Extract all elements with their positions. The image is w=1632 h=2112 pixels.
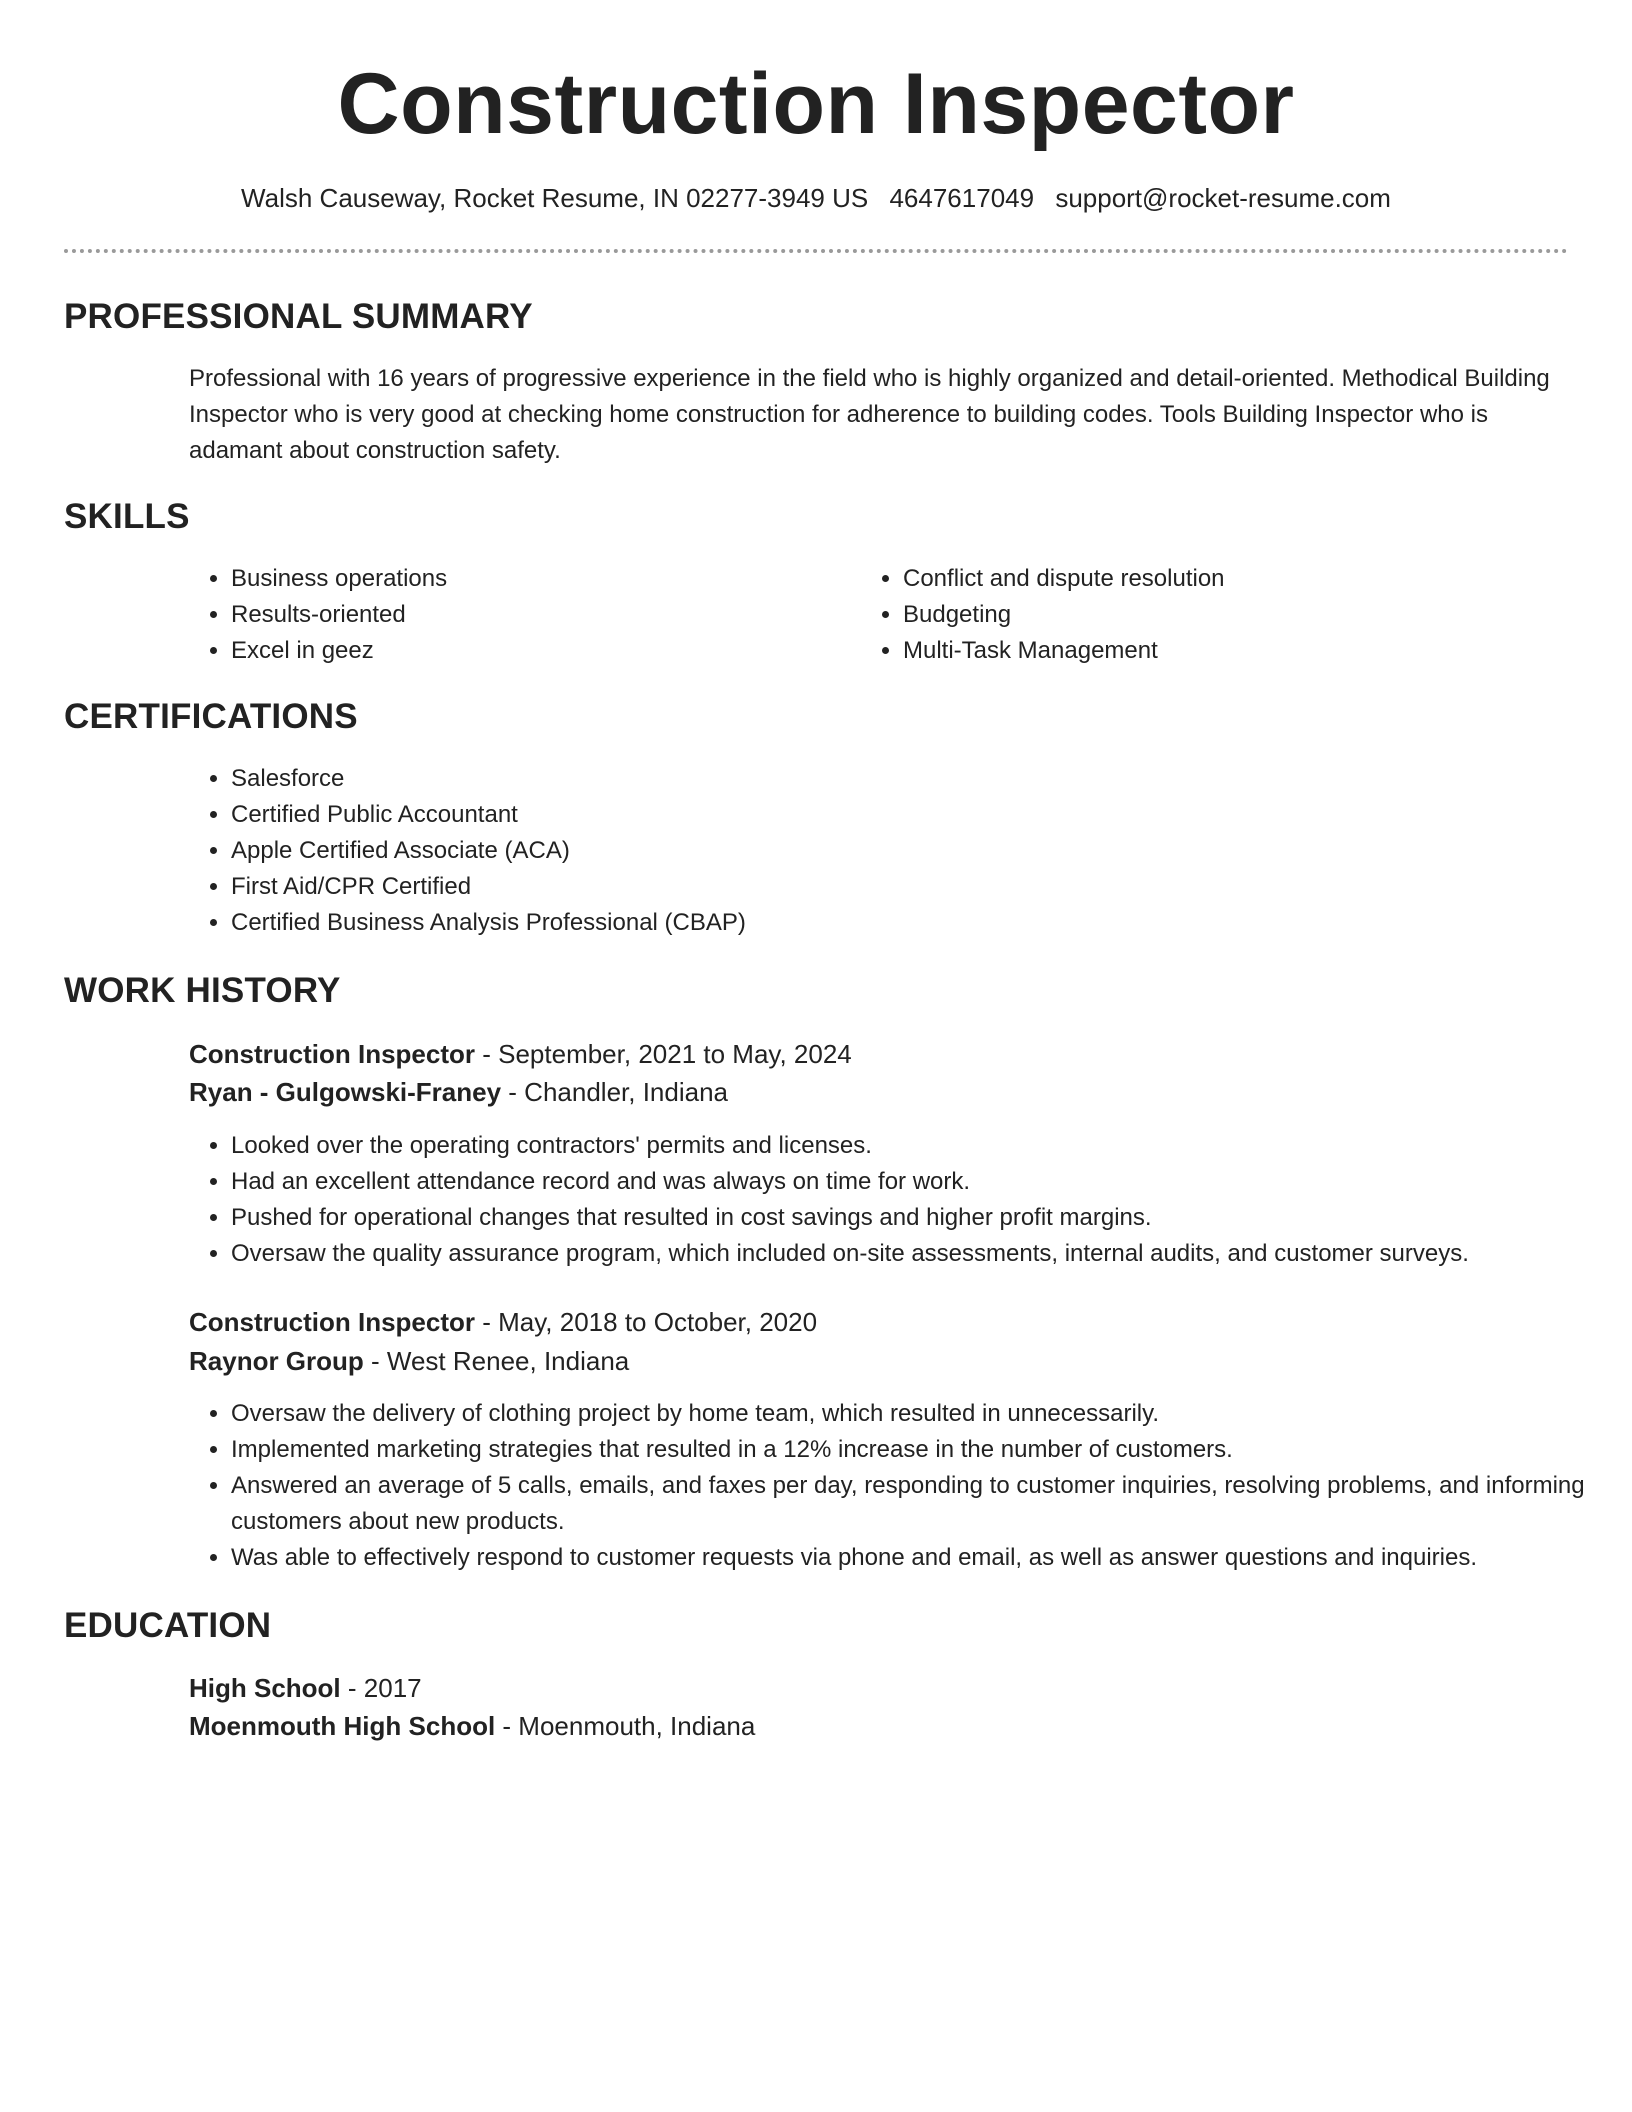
job-company: Ryan - Gulgowski-Franey [189,1077,502,1107]
certification-item: • Apple Certified Associate (ACA) [231,833,1531,869]
job-company-line [189,1074,1568,1110]
job-bullet: • Answered an average of 5 calls, emails, and faxes per day, responding to customer inquiries, resolving problems, and informing customers about new products. [231,1468,1621,1540]
skills-list-right [859,561,1523,669]
job-bullet: • Pushed for operational changes that resulted in cost savings and higher profit margins. [231,1200,1631,1236]
job-company-line [189,1343,1568,1379]
job-title: Construction Inspector [189,1039,476,1069]
job-location: - West Renee, Indiana [363,1346,630,1376]
education-year: - 2017 [340,1673,422,1703]
job-dates: - May, 2018 to October, 2020 [475,1307,818,1337]
job-bullet: • Implemented marketing strategies that resulted in a 12% increase in the number of customers. [231,1432,1621,1468]
job-bullet: • Had an excellent attendance record and was always on time for work. [231,1164,1631,1200]
education-school-line [189,1708,1568,1744]
education-location: - Moenmouth, Indiana [495,1711,756,1741]
job-bullet: • Was able to effectively respond to customer requests via phone and email, as well as answer questions and inquiries. [231,1540,1621,1576]
skill-item: • Business operations [231,561,851,597]
job-title-line [189,1036,1568,1072]
contact-email: support@rocket-resume.com [1055,183,1391,213]
skill-item: • Results-oriented [231,597,851,633]
section-title-summary: PROFESSIONAL SUMMARY [64,297,533,336]
summary-text: Professional with 16 years of progressive experience in the field who is highly organized and detail-oriented. Methodical Building Inspector who is very good at checking home construction for adherence to building codes. Tools Building Inspector who is adamant about construction safety. [189,365,1550,464]
skill-item: • Excel in geez [231,633,851,669]
skills-list-left [187,561,851,669]
job-company: Raynor Group [189,1346,364,1376]
section-title-skills: SKILLS [64,497,190,536]
section-title-education: EDUCATION [64,1606,272,1645]
skill-item: • Multi-Task Management [903,633,1523,669]
job-bullet: • Looked over the operating contractors' permits and licenses. [231,1128,1631,1164]
section-title-work-history: WORK HISTORY [64,971,341,1010]
job-dates: - September, 2021 to May, 2024 [475,1039,852,1069]
certification-item: • Certified Business Analysis Professional (CBAP) [231,905,1531,941]
certification-item: • Certified Public Accountant [231,797,1531,833]
job-bullet: • Oversaw the quality assurance program, which included on-site assessments, internal audits, and customer surveys. [231,1236,1631,1272]
contact-phone: 4647617049 [889,183,1035,213]
skill-item: • Conflict and dispute resolution [903,561,1523,597]
job-title-line [189,1304,1568,1340]
contact-address: Walsh Causeway, Rocket Resume, IN 02277-3949 US [241,183,869,213]
job-title: Construction Inspector [189,1307,476,1337]
education-school: Moenmouth High School [189,1711,496,1741]
certification-item: • First Aid/CPR Certified [231,869,1531,905]
header-divider [64,249,1568,253]
job-location: - Chandler, Indiana [501,1077,729,1107]
job-bullets [187,1128,1631,1272]
education-degree: High School [189,1673,341,1703]
section-title-certifications: CERTIFICATIONS [64,697,358,736]
job-bullets [187,1396,1621,1576]
resume-name: Construction Inspector [337,56,1295,152]
certifications-list [187,761,1531,941]
certification-item: • Salesforce [231,761,1531,797]
job-bullet: • Oversaw the delivery of clothing project by home team, which resulted in unnecessarily. [231,1396,1621,1432]
skill-item: • Budgeting [903,597,1523,633]
education-degree-line [189,1670,1568,1706]
contact-line [0,181,1632,215]
